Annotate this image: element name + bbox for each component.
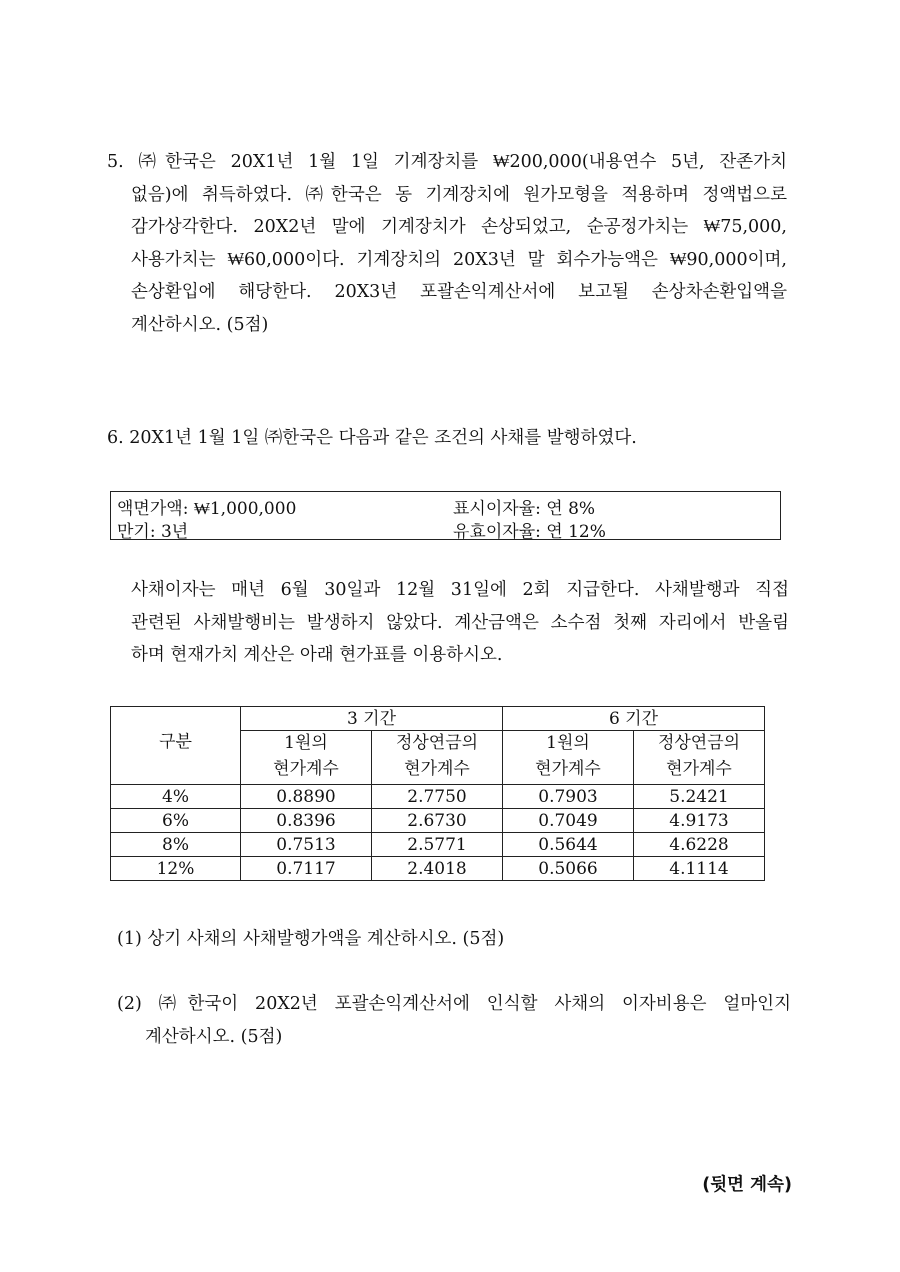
question-5-line: 없음)에 취득하였다. ㈜한국은 동 기계장치에 원가모형을 적용하며 정액법으로 bbox=[131, 184, 787, 205]
value-cell: 2.4018 bbox=[372, 857, 503, 881]
table-row bbox=[111, 785, 765, 809]
sub-header: 현가계수 bbox=[503, 754, 634, 785]
effective-rate: 유효이자율: 연 12% bbox=[453, 522, 606, 542]
sub-question-2-line: (2) ㈜한국이 20X2년 포괄손익계산서에 인식할 사채의 이자비용은 얼마인지 bbox=[117, 994, 791, 1014]
value-cell: 0.8396 bbox=[241, 809, 372, 833]
sub-header: 1원의 bbox=[241, 731, 372, 755]
value-cell: 0.7903 bbox=[503, 785, 634, 809]
sub-header: 현가계수 bbox=[634, 754, 765, 785]
period-header: 3 기간 bbox=[241, 707, 503, 731]
rate-cell: 6% bbox=[111, 809, 241, 833]
question-6-paragraph bbox=[131, 574, 789, 672]
table-row bbox=[111, 833, 765, 857]
table-corner-cell bbox=[111, 754, 241, 785]
sub-header: 현가계수 bbox=[372, 754, 503, 785]
value-cell: 2.6730 bbox=[372, 809, 503, 833]
value-cell: 0.7049 bbox=[503, 809, 634, 833]
sub-question-2-line: 계산하시오. (5점) bbox=[145, 1026, 283, 1047]
value-cell: 2.5771 bbox=[372, 833, 503, 857]
question-5-line: 손상환입에 해당한다. 20X3년 포괄손익계산서에 보고될 손상차손환입액을 bbox=[131, 282, 787, 302]
table-corner-cell bbox=[111, 707, 241, 731]
rate-cell: 12% bbox=[111, 857, 241, 881]
bond-conditions-box bbox=[110, 491, 781, 540]
table-row bbox=[111, 857, 765, 881]
rate-cell: 8% bbox=[111, 833, 241, 857]
stated-rate: 표시이자율: 연 8% bbox=[453, 499, 596, 519]
value-cell: 0.7513 bbox=[241, 833, 372, 857]
maturity: 만기: 3년 bbox=[117, 522, 189, 542]
value-cell: 5.2421 bbox=[634, 785, 765, 809]
value-cell: 2.7750 bbox=[372, 785, 503, 809]
value-cell: 4.1114 bbox=[634, 857, 765, 881]
sub-header: 정상연금의 bbox=[372, 731, 503, 755]
question-5-line: 5. ㈜한국은 20X1년 1월 1일 기계장치를 ₩200,000(내용연수 5년, 잔존가치 bbox=[107, 152, 787, 172]
rate-cell: 4% bbox=[111, 785, 241, 809]
sub-header: 현가계수 bbox=[241, 754, 372, 785]
sub-header: 정상연금의 bbox=[634, 731, 765, 755]
face-value: 액면가액: ₩1,000,000 bbox=[117, 499, 297, 519]
period-header: 6 기간 bbox=[503, 707, 765, 731]
question-5-line: 계산하시오. (5점) bbox=[131, 314, 269, 335]
present-value-table bbox=[110, 706, 765, 881]
sub-header: 1원의 bbox=[503, 731, 634, 755]
table-corner-label: 구분 bbox=[111, 731, 241, 755]
value-cell: 4.6228 bbox=[634, 833, 765, 857]
value-cell: 4.9173 bbox=[634, 809, 765, 833]
value-cell: 0.5644 bbox=[503, 833, 634, 857]
continued-note: (뒷면 계속) bbox=[702, 1175, 792, 1195]
table-row bbox=[111, 809, 765, 833]
value-cell: 0.8890 bbox=[241, 785, 372, 809]
question-6-intro: 6. 20X1년 1월 1일 ㈜한국은 다음과 같은 조건의 사채를 발행하였다. bbox=[107, 428, 637, 448]
question-5-line: 사용가치는 ₩60,000이다. 기계장치의 20X3년 말 회수가능액은 ₩90,000이며, bbox=[131, 249, 787, 270]
value-cell: 0.5066 bbox=[503, 857, 634, 881]
value-cell: 0.7117 bbox=[241, 857, 372, 881]
sub-question-2 bbox=[117, 988, 791, 1053]
sub-question-1: (1) 상기 사채의 사채발행가액을 계산하시오. (5점) bbox=[117, 929, 505, 949]
question-5-line: 감가상각한다. 20X2년 말에 기계장치가 손상되었고, 순공정가치는 ₩75,000, bbox=[131, 217, 787, 237]
question-5 bbox=[107, 146, 787, 341]
paragraph-line: 하며 현재가치 계산은 아래 현가표를 이용하시오. bbox=[131, 645, 503, 665]
paragraph-line: 관련된 사채발행비는 발생하지 않았다. 계산금액은 소수점 첫째 자리에서 반올림 bbox=[131, 612, 789, 633]
paragraph-line: 사채이자는 매년 6월 30일과 12월 31일에 2회 지급한다. 사채발행과 직접 bbox=[131, 580, 789, 600]
